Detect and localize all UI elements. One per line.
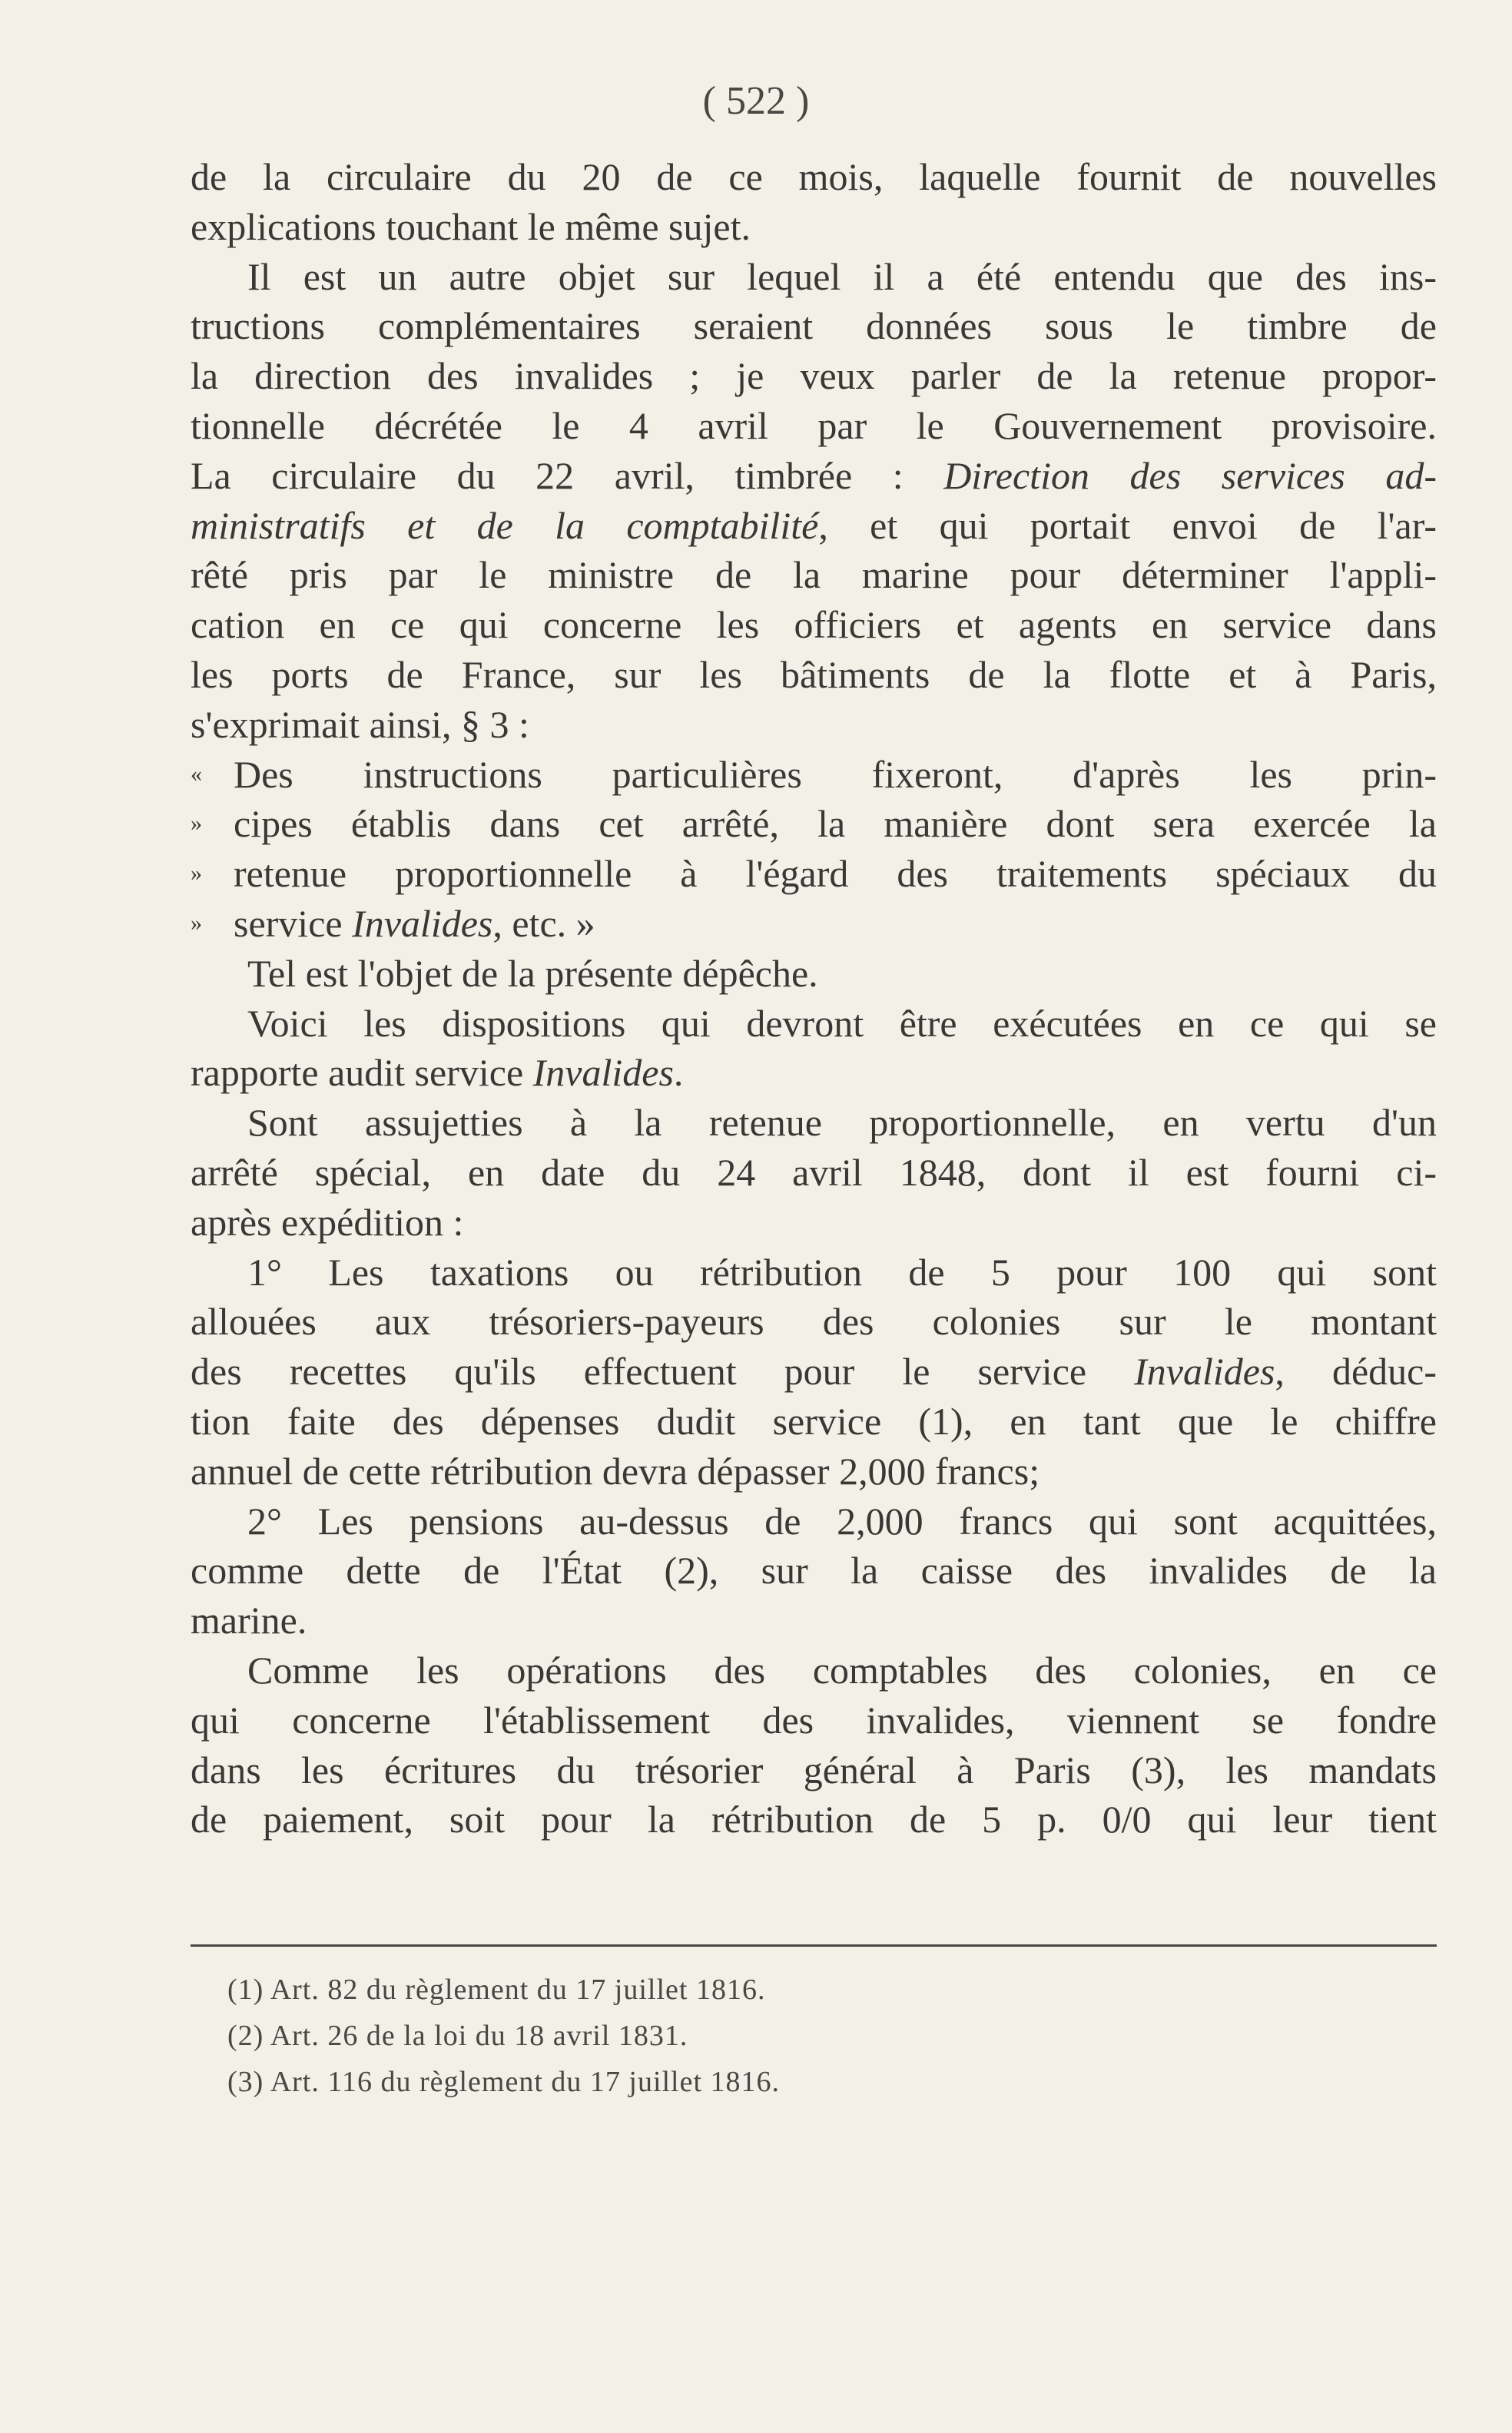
text-span: de paiement, soit pour la rétribution de 5 p. 0/0 qui leur tient: [191, 1798, 1437, 1841]
italic-text: ministratifs et de la comptabilité: [191, 503, 819, 547]
text-line: [191, 202, 1437, 252]
text-line: [191, 1447, 1437, 1497]
text-line: [191, 1397, 1437, 1447]
text-line: [191, 152, 1437, 202]
text-span: Tel est l'objet de la présente dépêche.: [247, 951, 818, 995]
text-line: [191, 1098, 1437, 1148]
italic-text: Invalides: [352, 901, 493, 945]
text-span: explications touchant le même sujet.: [191, 204, 751, 248]
footnote: (3) Art. 116 du règlement du 17 juillet 1816.: [227, 2066, 781, 2098]
italic-text: Invalides: [532, 1051, 674, 1095]
text-span: la direction des invalides ; je veux parler de la retenue propor-: [191, 354, 1437, 398]
text-line: [191, 949, 1437, 999]
text-line: [191, 849, 1437, 899]
text-span: service: [234, 901, 353, 945]
text-line: [191, 1148, 1437, 1198]
text-line: [191, 899, 1437, 949]
text-span: , déduc-: [1275, 1350, 1437, 1394]
text-line: [191, 999, 1437, 1049]
text-span: Des instructions particulières fixeront, d'après les prin-: [234, 752, 1437, 796]
text-span: tionnelle décrétée le 4 avril par le Gouvernement provisoire.: [191, 403, 1437, 447]
text-line: [191, 1646, 1437, 1695]
text-span: marine.: [191, 1599, 307, 1642]
text-span: tructions complémentaires seraient données sous le timbre de: [191, 304, 1437, 348]
text-line: [191, 799, 1437, 849]
text-line: [191, 401, 1437, 451]
text-line: [191, 1546, 1437, 1596]
text-span: cipes établis dans cet arrêté, la manière dont sera exercée la: [234, 802, 1437, 846]
page-number: ( 522 ): [702, 79, 810, 123]
text-line: [191, 1297, 1437, 1347]
text-line: [191, 351, 1437, 401]
text-span: retenue proportionnelle à l'égard des traitements spéciaux du: [234, 852, 1437, 896]
text-span: les ports de France, sur les bâtiments de la flotte et à Paris,: [191, 652, 1437, 696]
footnote-separator: [191, 1944, 1437, 1947]
footnote: (2) Art. 26 de la loi du 18 avril 1831.: [227, 2020, 688, 2052]
text-line: [191, 501, 1437, 551]
text-span: , etc. »: [492, 901, 595, 945]
text-line: [191, 1198, 1437, 1248]
text-line: [191, 1497, 1437, 1546]
text-line: [191, 650, 1437, 700]
text-span: qui concerne l'établissement des invalides, viennent se fondre: [191, 1698, 1437, 1742]
text-line: [191, 451, 1437, 501]
quote-mark: »: [191, 860, 202, 887]
text-span: Comme les opérations des comptables des colonies, en ce: [247, 1648, 1437, 1692]
footnote: (1) Art. 82 du règlement du 17 juillet 1816.: [227, 1974, 766, 2006]
text-span: comme dette de l'État (2), sur la caisse des invalides de la: [191, 1549, 1437, 1593]
text-span: 2° Les pensions au-dessus de 2,000 francs qui sont acquittées,: [247, 1499, 1437, 1543]
text-span: , et qui portait envoi de l'ar-: [818, 503, 1437, 547]
italic-text: Invalides: [1134, 1350, 1275, 1394]
text-line: [191, 1248, 1437, 1298]
text-span: arrêté spécial, en date du 24 avril 1848, dont il est fourni ci-: [191, 1150, 1437, 1194]
text-span: 1° Les taxations ou rétribution de 5 pour 100 qui sont: [247, 1250, 1437, 1294]
text-span: cation en ce qui concerne les officiers et agents en service dans: [191, 603, 1437, 647]
text-span: dans les écritures du trésorier général à Paris (3), les mandats: [191, 1748, 1437, 1792]
quote-mark: »: [191, 910, 202, 936]
text-span: allouées aux trésoriers-payeurs des colonies sur le montant: [191, 1300, 1437, 1344]
text-span: La circulaire du 22 avril, timbrée :: [191, 453, 944, 497]
text-line: [191, 600, 1437, 650]
text-line: [191, 550, 1437, 600]
text-span: Il est un autre objet sur lequel il a été entendu que des ins-: [247, 254, 1437, 298]
text-span: de la circulaire du 20 de ce mois, laquelle fournit de nouvelles: [191, 155, 1437, 198]
text-line: [191, 252, 1437, 302]
text-line: [191, 750, 1437, 800]
quote-mark: «: [191, 761, 202, 787]
text-line: [191, 700, 1437, 750]
text-line: [191, 1048, 1437, 1098]
text-span: Voici les dispositions qui devront être exécutées en ce qui se: [247, 1001, 1437, 1045]
text-span: .: [673, 1051, 684, 1095]
text-line: [191, 301, 1437, 351]
text-span: après expédition :: [191, 1200, 464, 1244]
text-span: tion faite des dépenses dudit service (1), en tant que le chiffre: [191, 1399, 1437, 1443]
text-line: [191, 1596, 1437, 1646]
quote-mark: »: [191, 810, 202, 837]
text-span: annuel de cette rétribution devra dépasser 2,000 francs;: [191, 1449, 1040, 1493]
text-span: s'exprimait ainsi, § 3 :: [191, 702, 529, 746]
text-span: des recettes qu'ils effectuent pour le service: [191, 1350, 1135, 1394]
text-span: Sont assujetties à la retenue proportionnelle, en vertu d'un: [247, 1101, 1437, 1145]
body-text: [191, 152, 1437, 1845]
text-line: [191, 1795, 1437, 1845]
text-span: rapporte audit service: [191, 1051, 533, 1095]
text-line: [191, 1745, 1437, 1795]
text-line: [191, 1695, 1437, 1745]
italic-text: Direction des services ad-: [943, 453, 1437, 497]
text-line: [191, 1347, 1437, 1397]
text-span: rêté pris par le ministre de la marine pour déterminer l'appli-: [191, 553, 1437, 597]
footnotes: [227, 1967, 1303, 2105]
